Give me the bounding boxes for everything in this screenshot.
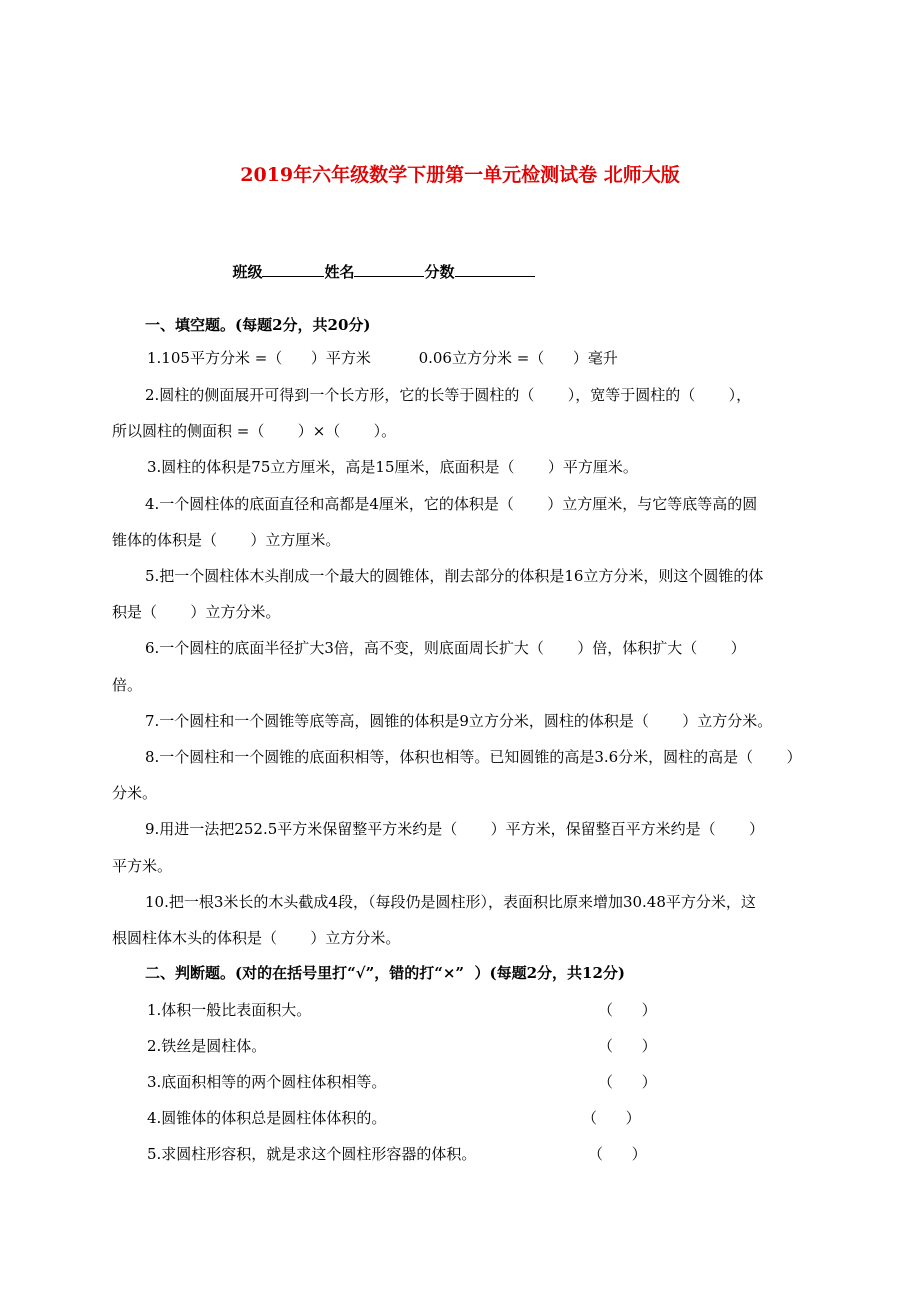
judge-item-3: 3.底面积相等的两个圆柱体积相等。 [147, 1073, 387, 1091]
judge-item-2: 2.铁丝是圆柱体。 [147, 1037, 267, 1055]
class-label: 班级 [232, 263, 263, 281]
score-label: 分数 [424, 263, 455, 281]
question-9-line-1: 9.用进一法把252.5平方米保留整平方米约是（ ）平方米，保留整百平方米约是（ ） [145, 820, 765, 838]
section1-header: 一、填空题。(每题2分，共20分) [145, 316, 371, 334]
judge-item-4: 4.圆锥体的体积总是圆柱体体积的。 [147, 1109, 387, 1127]
judge-item-5: 5.求圆柱形容积，就是求这个圆柱形容器的体积。 [147, 1145, 477, 1163]
question-1: 1.105平方分米 =（ ）平方米 0.06立方分米 =（ ）毫升 [147, 349, 618, 367]
question-5-line-1: 5.把一个圆柱体木头削成一个最大的圆锥体，削去部分的体积是16立方分米，则这个圆锥的体 [145, 567, 764, 585]
judge-answer-bracket-5[interactable]: （ ） [588, 1145, 647, 1163]
question-9-line-2: 平方米。 [112, 857, 173, 875]
question-6-line-1: 6.一个圆柱的底面半径扩大3倍，高不变，则底面周长扩大（ ）倍，体积扩大（ ） [145, 639, 746, 657]
judge-answer-bracket-1[interactable]: （ ） [598, 1001, 657, 1019]
judge-answer-bracket-3[interactable]: （ ） [598, 1073, 657, 1091]
score-blank[interactable] [455, 262, 535, 277]
class-blank[interactable] [262, 262, 324, 277]
question-10-line-1: 10.把一根3米长的木头截成4段，（每段仍是圆柱形），表面积比原来增加30.48平方分米，这 [145, 893, 756, 911]
question-3: 3.圆柱的体积是75立方厘米，高是15厘米，底面积是（ ）平方厘米。 [147, 458, 638, 476]
judge-item-1: 1.体积一般比表面积大。 [147, 1001, 312, 1019]
name-blank[interactable] [354, 262, 424, 277]
name-label: 姓名 [324, 263, 355, 281]
question-2-line-2: 所以圆柱的侧面积 =（ ）×（ ）。 [112, 422, 397, 440]
question-4-line-1: 4.一个圆柱体的底面直径和高都是4厘米，它的体积是（ ）立方厘米，与它等底等高的圆 [145, 495, 758, 513]
document-title: 2019年六年级数学下册第一单元检测试卷 北师大版 [240, 164, 680, 186]
question-8-line-1: 8.一个圆柱和一个圆锥的底面积相等，体积也相等。已知圆锥的高是3.6分米，圆柱的高是（ ） [145, 748, 802, 766]
question-4-line-2: 锥体的体积是（ ）立方厘米。 [112, 531, 341, 549]
question-6-line-2: 倍。 [112, 676, 143, 694]
question-7: 7.一个圆柱和一个圆锥等底等高，圆锥的体积是9立方分米，圆柱的体积是（ ）立方分米。 [145, 712, 773, 730]
judge-answer-bracket-2[interactable]: （ ） [598, 1037, 657, 1055]
question-10-line-2: 根圆柱体木头的体积是（ ）立方分米。 [112, 929, 401, 947]
question-5-line-2: 积是（ ）立方分米。 [112, 603, 281, 621]
section2-header: 二、判断题。(对的在括号里打“√”，错的打“×” ）(每题2分，共12分) [145, 964, 625, 982]
judge-answer-bracket-4[interactable]: （ ） [582, 1109, 641, 1127]
student-info-line [222, 242, 535, 282]
question-8-line-2: 分米。 [112, 784, 158, 802]
question-2-line-1: 2.圆柱的侧面展开可得到一个长方形，它的长等于圆柱的（ ），宽等于圆柱的（ ）， [145, 386, 752, 404]
